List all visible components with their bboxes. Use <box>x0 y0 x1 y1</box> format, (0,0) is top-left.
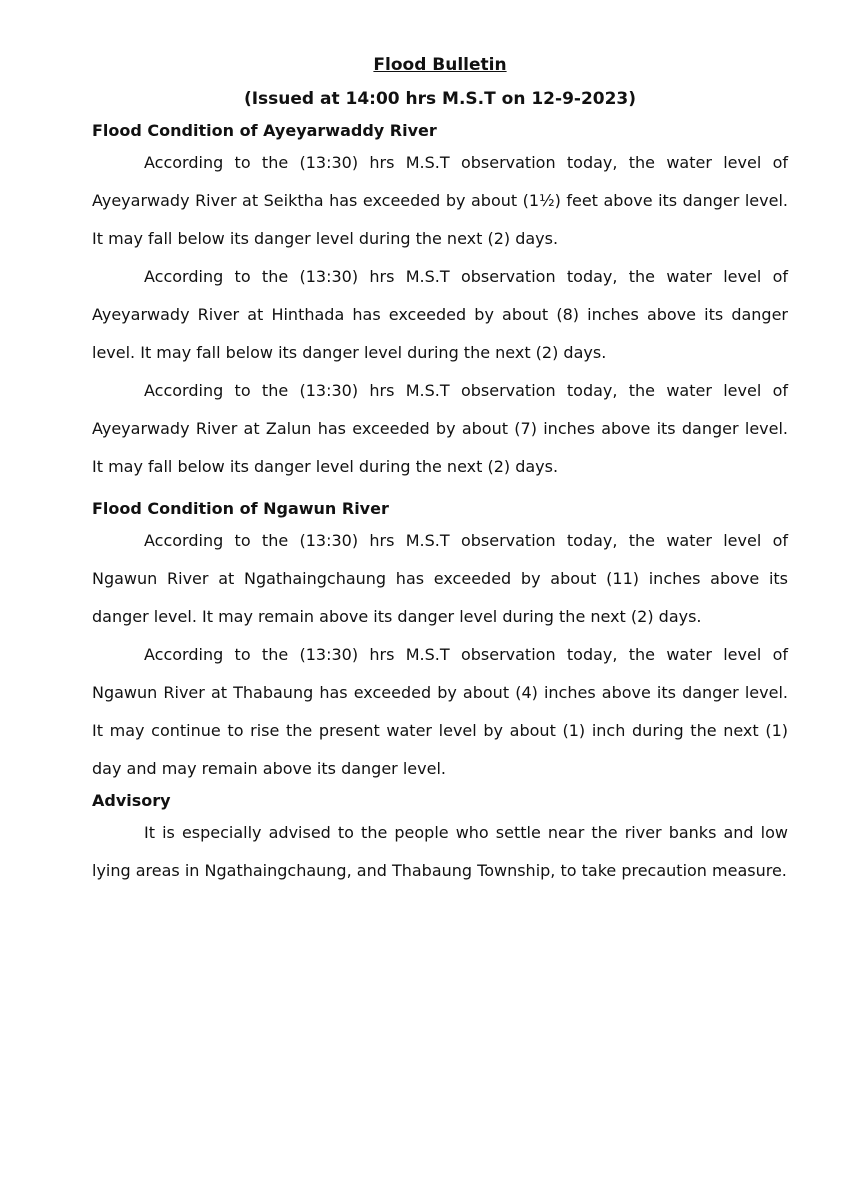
bulletin-page <box>92 50 788 890</box>
paragraph-thabaung: According to the (13:30) hrs M.S.T observation today, the water level of Ngawun River at Thabaung has exceeded by about (4) inches above its danger level. It may continue to rise the present water level by about (1) inch during the next (1) day and may remain above its danger level. <box>92 645 788 778</box>
section-ngawun <box>92 496 788 788</box>
bulletin-title: Flood Bulletin <box>373 55 507 75</box>
paragraph-seiktha: According to the (13:30) hrs M.S.T observation today, the water level of Ayeyarwady River at Seiktha has exceeded by about (1½) feet above its danger level. It may fall below its danger level during the next (2) days. <box>92 153 788 248</box>
section-advisory <box>92 788 788 890</box>
paragraph-hinthada: According to the (13:30) hrs M.S.T observation today, the water level of Ayeyarwady River at Hinthada has exceeded by about (8) inches above its danger level. It may fall below its danger level during the next (2) days. <box>92 267 788 362</box>
section-heading-advisory: Advisory <box>92 791 171 810</box>
section-heading-ayeyarwaddy: Flood Condition of Ayeyarwaddy River <box>92 121 437 140</box>
section-ayeyarwaddy <box>92 118 788 486</box>
paragraph-advisory: It is especially advised to the people who settle near the river banks and low lying areas in Ngathaingchaung, and Thabaung Township, to take precaution measure. <box>92 823 788 880</box>
paragraph-ngathaingchaung: According to the (13:30) hrs M.S.T observation today, the water level of Ngawun River at Ngathaingchaung has exceeded by about (11) inches above its danger level. It may remain above its danger level during the next (2) days. <box>92 531 788 626</box>
section-heading-ngawun: Flood Condition of Ngawun River <box>92 499 389 518</box>
paragraph-zalun: According to the (13:30) hrs M.S.T observation today, the water level of Ayeyarwady River at Zalun has exceeded by about (7) inches above its danger level. It may fall below its danger level during the next (2) days. <box>92 381 788 476</box>
issued-line: (Issued at 14:00 hrs M.S.T on 12-9-2023) <box>243 89 637 109</box>
